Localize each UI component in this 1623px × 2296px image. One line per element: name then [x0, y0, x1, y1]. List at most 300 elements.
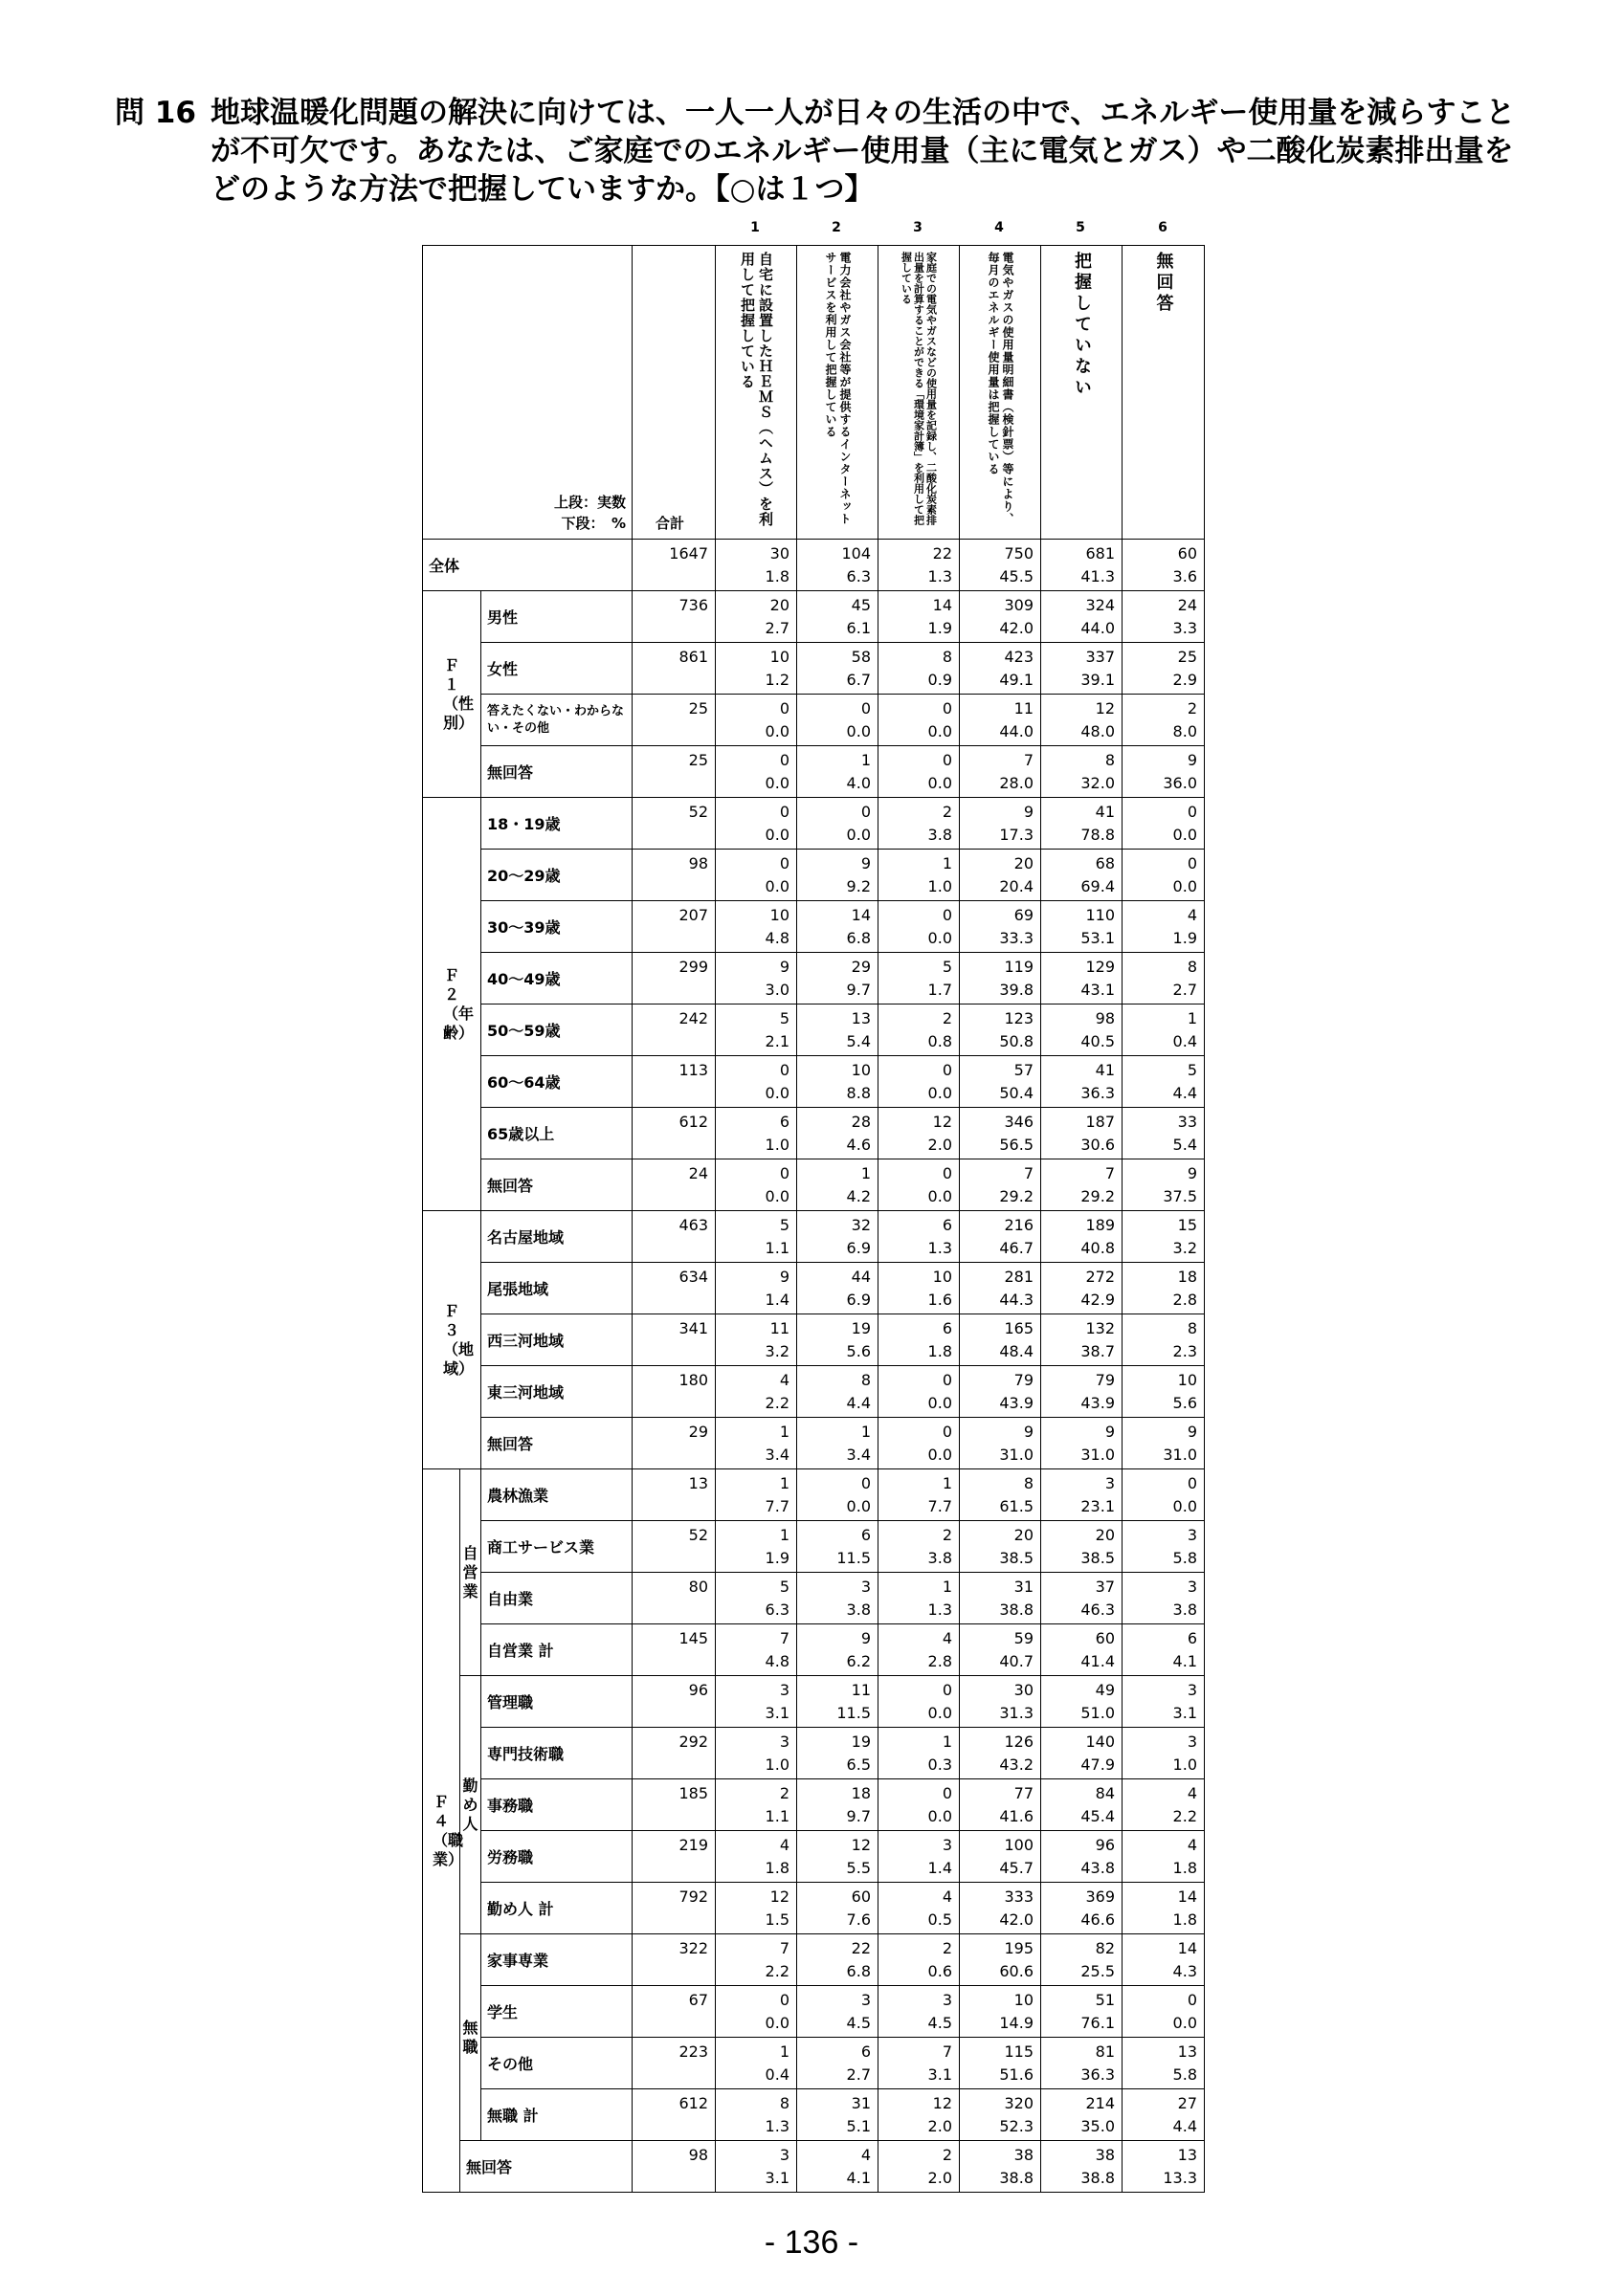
table-row	[423, 1934, 1205, 1986]
data-cell	[1123, 1831, 1205, 1883]
count-value: 15	[1177, 1216, 1197, 1234]
percent-value: 3.8	[927, 826, 952, 844]
percent-value: 53.1	[1080, 929, 1115, 947]
row-label: 商工サービス業	[481, 1521, 633, 1573]
percent-value: 51.0	[1080, 1704, 1115, 1722]
data-cell	[1123, 1314, 1205, 1366]
crosstab-table	[422, 245, 1205, 2193]
percent-value: 6.7	[846, 671, 871, 689]
total-count: 80	[688, 1578, 708, 1596]
count-value: 4	[942, 1888, 952, 1906]
total-header-label: 合計	[656, 515, 685, 532]
count-value: 98	[1095, 1009, 1115, 1027]
count-value: 14	[932, 596, 952, 614]
percent-value: 4.8	[765, 1652, 789, 1670]
row-label: 家事専業	[481, 1934, 633, 1986]
data-cell	[1123, 746, 1205, 798]
percent-value: 5.5	[846, 1859, 871, 1877]
data-cell	[878, 1573, 960, 1624]
count-value: 281	[1004, 1268, 1034, 1286]
data-cell	[716, 1211, 797, 1263]
count-value: 681	[1085, 544, 1115, 563]
percent-value: 1.8	[1172, 1859, 1197, 1877]
percent-value: 2.8	[927, 1652, 952, 1670]
group-f3-region	[423, 1211, 481, 1469]
data-cell	[716, 850, 797, 901]
count-value: 423	[1004, 648, 1034, 666]
count-value: 10	[769, 906, 789, 924]
count-value: 0	[779, 1061, 789, 1079]
total-blank	[633, 1185, 708, 1210]
total-cell	[633, 1573, 716, 1624]
count-value: 0	[860, 699, 871, 718]
count-value: 10	[851, 1061, 871, 1079]
column-number-5: 5	[1076, 220, 1085, 235]
count-value: 19	[851, 1733, 871, 1751]
percent-value: 7.7	[765, 1497, 789, 1515]
row-label: 全体	[423, 540, 633, 591]
data-cell	[1041, 1986, 1123, 2038]
percent-value: 6.5	[846, 1755, 871, 1774]
table-row	[423, 1159, 1205, 1211]
count-value: 8	[1023, 1474, 1034, 1492]
count-value: 346	[1004, 1113, 1034, 1131]
percent-value: 3.8	[927, 1549, 952, 1567]
count-value: 38	[1013, 2146, 1034, 2164]
percent-value: 20.4	[999, 877, 1034, 895]
percent-value: 42.0	[999, 1910, 1034, 1929]
data-cell	[878, 2141, 960, 2193]
data-cell	[960, 1056, 1041, 1108]
table-row	[423, 1418, 1205, 1469]
percent-value: 0.0	[846, 1497, 871, 1515]
percent-value: 3.1	[927, 2065, 952, 2084]
percent-value: 0.0	[1172, 1497, 1197, 1515]
count-value: 4	[779, 1371, 789, 1389]
count-value: 12	[932, 2094, 952, 2112]
count-value: 4	[942, 1629, 952, 1647]
data-cell	[960, 591, 1041, 643]
percent-value: 1.6	[927, 1291, 952, 1309]
count-value: 18	[1177, 1268, 1197, 1286]
count-value: 20	[1013, 854, 1034, 872]
total-cell	[633, 643, 716, 695]
count-value: 3	[1187, 1733, 1197, 1751]
data-cell	[716, 1728, 797, 1779]
percent-value: 0.0	[765, 1084, 789, 1102]
data-cell	[1041, 1366, 1123, 1418]
percent-value: 2.9	[1172, 671, 1197, 689]
data-cell	[1123, 695, 1205, 746]
total-blank	[633, 2064, 708, 2088]
data-cell	[1123, 1159, 1205, 1211]
count-value: 11	[769, 1319, 789, 1337]
percent-value: 2.8	[1172, 1291, 1197, 1309]
count-value: 0	[942, 751, 952, 769]
row-label: 無職 計	[481, 2089, 633, 2141]
percent-value: 3.0	[765, 981, 789, 999]
percent-value: 0.0	[927, 1446, 952, 1464]
total-blank	[633, 1444, 708, 1468]
percent-value: 1.4	[765, 1291, 789, 1309]
percent-value: 4.3	[1172, 1962, 1197, 1980]
total-cell	[633, 2038, 716, 2089]
data-cell	[716, 1056, 797, 1108]
count-value: 0	[779, 751, 789, 769]
count-value: 4	[1187, 906, 1197, 924]
count-value: 9	[860, 1629, 871, 1647]
count-value: 0	[779, 1164, 789, 1182]
data-cell	[960, 798, 1041, 850]
percent-value: 39.8	[999, 981, 1034, 999]
percent-value: 43.8	[1080, 1859, 1115, 1877]
total-cell	[633, 1831, 716, 1883]
group-f2-age-label: Ｆ２（年齢）	[443, 965, 475, 1042]
data-cell	[1041, 1676, 1123, 1728]
total-blank	[633, 1030, 708, 1055]
count-value: 58	[851, 648, 871, 666]
count-value: 51	[1095, 1991, 1115, 2009]
data-cell	[716, 1986, 797, 2038]
percent-value: 1.8	[765, 1859, 789, 1877]
row-label: 東三河地域	[481, 1366, 633, 1418]
percent-value: 5.1	[846, 2117, 871, 2135]
total-blank	[633, 2115, 708, 2140]
percent-value: 38.8	[999, 1601, 1034, 1619]
data-cell	[797, 1831, 878, 1883]
percent-value: 5.8	[1172, 2065, 1197, 2084]
percent-value: 51.6	[999, 2065, 1034, 2084]
data-cell	[716, 1831, 797, 1883]
count-value: 0	[942, 1061, 952, 1079]
row-label: 学生	[481, 1986, 633, 2038]
table-row	[423, 1211, 1205, 1263]
data-cell	[1041, 1521, 1123, 1573]
percent-value: 61.5	[999, 1497, 1034, 1515]
percent-value: 49.1	[999, 671, 1034, 689]
count-value: 2	[942, 1526, 952, 1544]
data-cell	[1123, 1211, 1205, 1263]
total-count: 292	[678, 1733, 708, 1751]
percent-value: 5.4	[846, 1032, 871, 1050]
data-cell	[878, 1159, 960, 1211]
data-cell	[797, 1883, 878, 1934]
row-label: 20～29歳	[481, 850, 633, 901]
data-cell	[960, 1159, 1041, 1211]
percent-value: 60.6	[999, 1962, 1034, 1980]
percent-value: 1.7	[927, 981, 952, 999]
data-cell	[878, 1263, 960, 1314]
count-value: 59	[1013, 1629, 1034, 1647]
data-cell	[878, 850, 960, 901]
table-row	[423, 1521, 1205, 1573]
row-label: 65歳以上	[481, 1108, 633, 1159]
percent-value: 50.4	[999, 1084, 1034, 1102]
percent-value: 11.5	[836, 1704, 871, 1722]
row-label: 無回答	[481, 1418, 633, 1469]
table-row	[423, 1366, 1205, 1418]
total-blank	[633, 1805, 708, 1830]
total-cell	[633, 1986, 716, 2038]
row-label: 管理職	[481, 1676, 633, 1728]
data-cell	[1123, 1934, 1205, 1986]
percent-value: 38.8	[1080, 2169, 1115, 2187]
total-count: 113	[678, 1061, 708, 1079]
percent-value: 40.7	[999, 1652, 1034, 1670]
data-cell	[1123, 850, 1205, 901]
total-blank	[633, 772, 708, 797]
count-value: 214	[1085, 2094, 1115, 2112]
percent-value: 2.2	[765, 1962, 789, 1980]
page-number: - 136 -	[764, 2224, 859, 2261]
count-value: 4	[1187, 1784, 1197, 1802]
count-value: 7	[942, 2042, 952, 2061]
data-cell	[960, 1573, 1041, 1624]
table-row	[423, 1314, 1205, 1366]
percent-value: 52.3	[999, 2117, 1034, 2135]
count-value: 8	[942, 648, 952, 666]
data-cell	[716, 1314, 797, 1366]
percent-value: 1.3	[927, 1601, 952, 1619]
percent-value: 4.6	[846, 1136, 871, 1154]
data-cell	[1041, 901, 1123, 953]
percent-value: 8.8	[846, 1084, 871, 1102]
total-blank	[633, 1340, 708, 1365]
data-cell	[960, 1418, 1041, 1469]
total-cell	[633, 901, 716, 953]
count-value: 324	[1085, 596, 1115, 614]
percent-value: 2.2	[765, 1394, 789, 1412]
total-cell	[633, 1521, 716, 1573]
count-value: 1	[942, 1578, 952, 1596]
percent-value: 44.3	[999, 1291, 1034, 1309]
data-cell	[878, 1004, 960, 1056]
count-value: 25	[1177, 648, 1197, 666]
group-f4-occupation	[423, 1469, 464, 2193]
percent-value: 5.6	[846, 1342, 871, 1360]
count-value: 119	[1004, 958, 1034, 976]
count-value: 0	[942, 1423, 952, 1441]
percent-value: 1.3	[765, 2117, 789, 2135]
count-value: 195	[1004, 1939, 1034, 1957]
data-cell	[1041, 1573, 1123, 1624]
data-cell	[878, 695, 960, 746]
percent-value: 2.0	[927, 2117, 952, 2135]
table-row	[423, 2089, 1205, 2141]
percent-value: 1.3	[927, 1239, 952, 1257]
count-value: 10	[769, 648, 789, 666]
count-value: 29	[851, 958, 871, 976]
data-cell	[1041, 1314, 1123, 1366]
count-value: 5	[779, 1216, 789, 1234]
total-cell	[633, 2141, 716, 2193]
data-cell	[1041, 1831, 1123, 1883]
percent-value: 37.5	[1163, 1187, 1197, 1205]
count-value: 3	[779, 1733, 789, 1751]
total-count: 185	[678, 1784, 708, 1802]
data-cell	[797, 1469, 878, 1521]
table-row	[423, 1004, 1205, 1056]
data-cell	[878, 901, 960, 953]
count-value: 8	[860, 1371, 871, 1389]
percent-value: 46.6	[1080, 1910, 1115, 1929]
count-value: 1	[779, 1474, 789, 1492]
row-label: 事務職	[481, 1779, 633, 1831]
percent-value: 3.8	[846, 1601, 871, 1619]
count-value: 10	[1013, 1991, 1034, 2009]
total-cell	[633, 1883, 716, 1934]
data-cell	[878, 1728, 960, 1779]
row-label: 勤め人 計	[481, 1883, 633, 1934]
data-cell	[878, 1676, 960, 1728]
column-header-1	[716, 246, 797, 540]
percent-value: 78.8	[1080, 826, 1115, 844]
percent-value: 17.3	[999, 826, 1034, 844]
data-cell	[1123, 1263, 1205, 1314]
total-cell	[633, 746, 716, 798]
data-cell	[716, 1469, 797, 1521]
percent-value: 1.9	[927, 619, 952, 637]
percent-value: 3.2	[765, 1342, 789, 1360]
count-value: 12	[769, 1888, 789, 1906]
data-cell	[960, 643, 1041, 695]
row-label: 18・19歳	[481, 798, 633, 850]
percent-value: 38.5	[1080, 1549, 1115, 1567]
data-cell	[716, 540, 797, 591]
column-number-1: 1	[750, 220, 760, 235]
data-cell	[1041, 1108, 1123, 1159]
count-value: 115	[1004, 2042, 1034, 2061]
count-value: 2	[942, 2146, 952, 2164]
count-value: 31	[1013, 1578, 1034, 1596]
data-cell	[797, 1108, 878, 1159]
percent-value: 6.2	[846, 1652, 871, 1670]
row-label: 女性	[481, 643, 633, 695]
percent-value: 41.3	[1080, 567, 1115, 585]
count-value: 126	[1004, 1733, 1034, 1751]
total-cell	[633, 540, 716, 591]
count-value: 8	[1104, 751, 1115, 769]
total-blank	[633, 1754, 708, 1778]
total-cell	[633, 798, 716, 850]
percent-value: 31.0	[1163, 1446, 1197, 1464]
percent-value: 0.0	[846, 826, 871, 844]
count-value: 49	[1095, 1681, 1115, 1699]
data-cell	[878, 2089, 960, 2141]
data-cell	[716, 1366, 797, 1418]
table-row	[423, 643, 1205, 695]
data-cell	[960, 1211, 1041, 1263]
data-cell	[716, 2141, 797, 2193]
percent-value: 3.1	[765, 2169, 789, 2187]
percent-value: 43.1	[1080, 981, 1115, 999]
percent-value: 31.3	[999, 1704, 1034, 1722]
column-label-3: 家庭での電気やガスなどの使用量を記録し、二酸化炭素排出量を計算することができる「環境家計簿」を利用して把握している	[900, 252, 938, 525]
data-cell	[878, 1418, 960, 1469]
data-cell	[1041, 1624, 1123, 1676]
data-cell	[1123, 643, 1205, 695]
count-value: 13	[1177, 2146, 1197, 2164]
total-blank	[633, 1134, 708, 1159]
count-value: 3	[779, 2146, 789, 2164]
column-label-2: 電力会社やガス会社等が提供するインターネットサービスを利用して把握している	[824, 252, 852, 525]
percent-value: 9.7	[846, 981, 871, 999]
table-row	[423, 798, 1205, 850]
percent-value: 1.1	[765, 1807, 789, 1825]
data-cell	[1123, 1573, 1205, 1624]
count-value: 0	[942, 1681, 952, 1699]
count-value: 1	[942, 1474, 952, 1492]
count-value: 1	[942, 854, 952, 872]
percent-value: 3.1	[765, 1704, 789, 1722]
data-cell	[1041, 1779, 1123, 1831]
data-cell	[1123, 2089, 1205, 2141]
total-blank	[633, 927, 708, 952]
total-cell	[633, 1676, 716, 1728]
percent-value: 9.2	[846, 877, 871, 895]
data-cell	[1123, 1004, 1205, 1056]
total-blank	[633, 1392, 708, 1417]
percent-value: 4.1	[1172, 1652, 1197, 1670]
data-cell	[1041, 1159, 1123, 1211]
count-value: 0	[1187, 1474, 1197, 1492]
data-cell	[716, 746, 797, 798]
percent-value: 4.4	[1172, 2117, 1197, 2135]
count-value: 28	[851, 1113, 871, 1131]
data-cell	[1041, 2038, 1123, 2089]
subgroup-unemployed	[460, 1934, 481, 2141]
data-cell	[716, 1676, 797, 1728]
count-value: 10	[932, 1268, 952, 1286]
percent-value: 0.0	[1172, 826, 1197, 844]
data-cell	[797, 1418, 878, 1469]
count-value: 1	[860, 1423, 871, 1441]
percent-value: 1.4	[927, 1859, 952, 1877]
count-value: 140	[1085, 1733, 1115, 1751]
data-cell	[878, 1883, 960, 1934]
percent-value: 41.6	[999, 1807, 1034, 1825]
data-cell	[797, 1624, 878, 1676]
count-value: 0	[942, 1371, 952, 1389]
count-value: 3	[860, 1991, 871, 2009]
data-cell	[1123, 2038, 1205, 2089]
count-value: 7	[779, 1629, 789, 1647]
total-count: 207	[678, 906, 708, 924]
data-cell	[716, 798, 797, 850]
total-cell	[633, 1366, 716, 1418]
total-blank	[633, 1909, 708, 1933]
percent-value: 0.5	[927, 1910, 952, 1929]
count-value: 18	[851, 1784, 871, 1802]
data-cell	[1041, 746, 1123, 798]
data-cell	[1123, 1779, 1205, 1831]
data-cell	[716, 2038, 797, 2089]
data-cell	[878, 1831, 960, 1883]
count-value: 337	[1085, 648, 1115, 666]
table-row	[423, 901, 1205, 953]
count-value: 9	[1187, 1423, 1197, 1441]
data-cell	[1123, 1521, 1205, 1573]
count-value: 7	[1023, 751, 1034, 769]
data-cell	[878, 1056, 960, 1108]
data-cell	[878, 798, 960, 850]
subgroup-self-employed-label: 自営業	[462, 1543, 478, 1601]
percent-value: 38.5	[999, 1549, 1034, 1567]
data-cell	[960, 1004, 1041, 1056]
data-cell	[797, 1263, 878, 1314]
percent-value: 47.9	[1080, 1755, 1115, 1774]
data-cell	[1041, 1469, 1123, 1521]
